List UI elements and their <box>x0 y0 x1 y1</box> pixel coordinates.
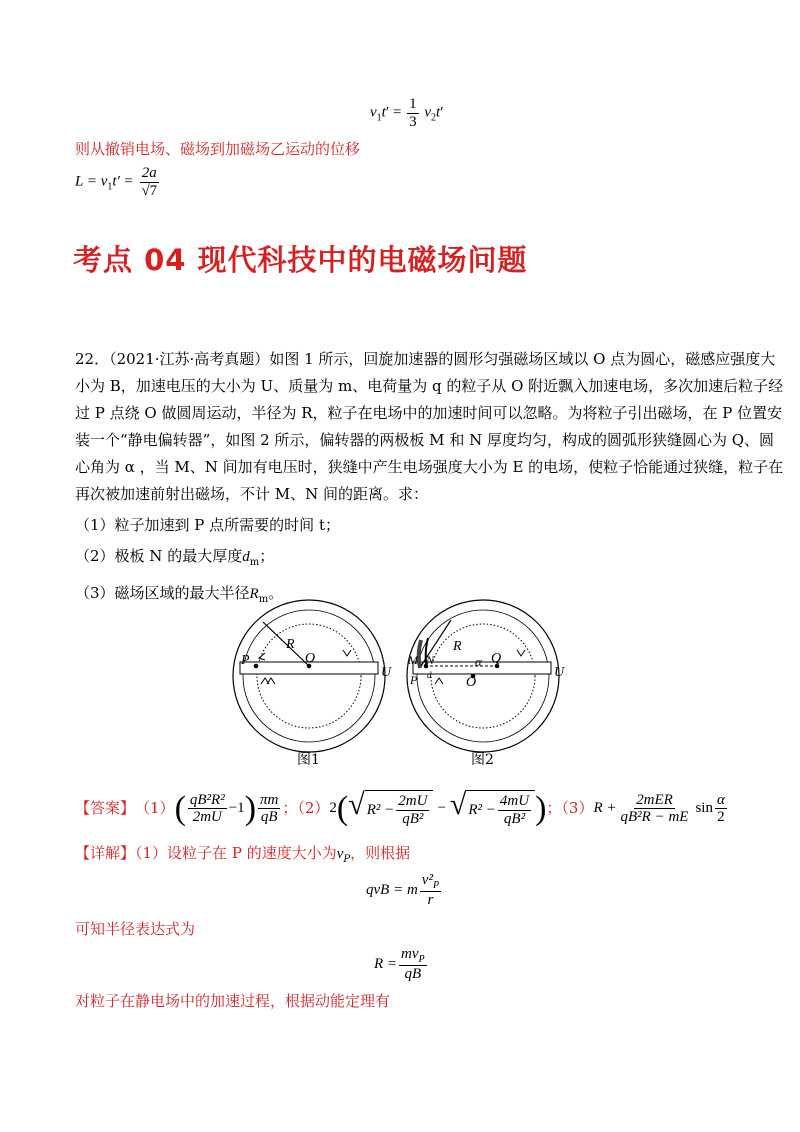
equation-displacement: $L = v_1t'$ = $\frac{2a}{√7}$ <box>75 165 158 199</box>
answer-3-expr: R + $\frac{\text{2mER}}{\text{qB²R − mE}}$ sin $\frac{\alpha}{2}$ <box>593 791 725 825</box>
explanation-line-1: 【详解】（1）设粒子在 P 的速度大小为$v_P$，则根据 <box>75 844 411 865</box>
answer-tag: 【答案】 <box>75 799 136 817</box>
fig2-label-alpha: α <box>475 654 482 669</box>
explanation-energy-text: 对粒子在静电场中的加速过程，根据动能定理有 <box>75 992 391 1010</box>
answer-1-expr: ( $\frac{\text{qB²R²}}{2mU}$ −1 ) $\frac{\pi m}{qB}$ <box>174 789 279 827</box>
problem-line-6: 再次被加速前射出磁场，不计 M、N 间的距离。求： <box>75 485 429 503</box>
problem-line-4: 装一个“静电偏转器”，如图 2 所示，偏转器的两极板 M 和 N 厚度均匀，构成的圆弧形狭缝圆心为 Q、圆 <box>75 431 775 449</box>
figure-1-diagram <box>233 600 385 752</box>
question-3: （3）磁场区域的最大半径$R_m$。 <box>75 584 284 605</box>
fig2-label-M: M <box>408 653 418 667</box>
question-1: （1）粒子加速到 P 点所需要的时间 t； <box>75 516 340 534</box>
fig2-label-Q: Q <box>491 651 502 666</box>
fig1-caption: 图1 <box>297 752 320 768</box>
problem-line-3: 过 P 点绕 O 做圆周运动，半径为 R，粒子在电场中的加速时间可以忽略。为将粒子引出磁场，在 P 位置安 <box>75 404 783 422</box>
fig2-caption: 图2 <box>471 752 494 768</box>
problem-line-2: 小为 B，加速电压的大小为 U、质量为 m、电荷量为 q 的粒子从 O 附近飘入加速电场，多次加速后粒子经 <box>75 377 784 395</box>
explanation-radius-text: 可知半径表达式为 <box>75 920 196 938</box>
fig2-label-R: R <box>453 639 462 654</box>
fig2-label-d: d <box>427 670 432 680</box>
fig1-label-U: U <box>381 665 392 680</box>
answer-2-expr: 2 ( √ R² − $\frac{2mU}{\text{qB²}}$ − √ R² − $\frac{4mU}{\text{qB²}}$ ) <box>329 788 547 827</box>
displacement-text: 则从撤销电场、磁场到加磁场乙运动的位移 <box>75 140 361 158</box>
equation-v1t: $v_1t'$ = $\frac{1}{3}$ $v_2t'$ <box>370 96 444 130</box>
fig1-label-P: P <box>241 653 250 668</box>
question-2: （2）极板 N 的最大厚度$d_m$； <box>75 547 275 568</box>
fig2-label-U: U <box>554 665 565 680</box>
explain-tag: 【详解】 <box>75 844 136 862</box>
problem-line-5: 心角为 α ，当 M、N 间加有电压时，狭缝中产生电场强度大小为 E 的电场，使粒子恰能通过狭缝，粒子在 <box>75 458 784 476</box>
fig1-label-O: O <box>305 651 316 666</box>
cyclotron-figure <box>225 598 585 770</box>
problem-line-1: 22．（2021·江苏·高考真题）如图 1 所示，回旋加速器的圆形匀强磁场区域以 O 点为圆心，磁感应强度大 <box>75 350 776 368</box>
fig2-label-N: N <box>426 653 435 667</box>
equation-radius: R = $\frac{mv_P}{qB}$ <box>374 946 425 982</box>
section-heading: 考点 04 现代科技中的电磁场问题 <box>73 243 528 277</box>
fig2-label-P: P <box>410 673 418 687</box>
problem-statement <box>75 346 784 613</box>
fig1-label-R: R <box>286 637 295 652</box>
equation-lorentz: qvB = m $\frac{v^2_P}{r}$ <box>366 872 440 908</box>
answer-line: 【答案】 （1） ( $\frac{\text{qB²R²}}{2mU}$ −1 ) $\frac{\pi m}{qB}$ ；（2） 2 ( √ R² − $\frac{2mU}{\text{qB²}}$ − √ R² − $\frac{4mU}{\text{qB²}}$ ) ；（3） R + $\frac{\text{2mER}}{\text{qB²R − mE}}$ sin $\frac{\alpha}{2}$ <box>75 790 729 827</box>
fraction-one-third: $\frac{1}{3}$ <box>409 96 417 130</box>
fig2-label-O: O <box>466 675 477 690</box>
